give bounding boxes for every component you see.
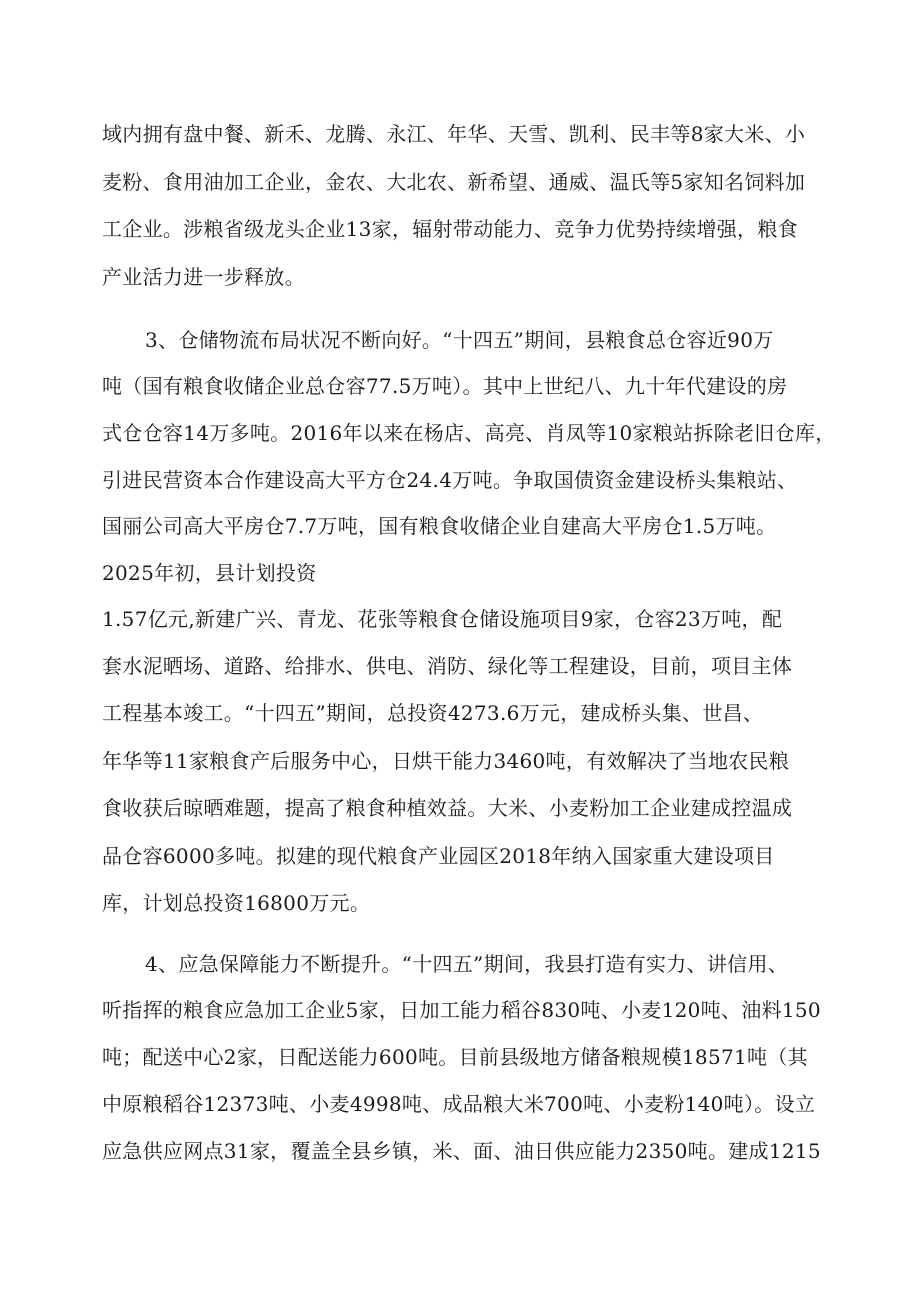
text-line: 套水泥晒场、道路、给排水、供电、消防、绿化等工程建设，目前，项目主体 bbox=[102, 654, 793, 678]
text-line: 听指挥的粮食应急加工企业5家，日加工能力稻谷830吨、小麦120吨、油料150 bbox=[102, 998, 821, 1022]
text-line: 吨（国有粮食收储企业总仓容77.5万吨）。其中上世纪八、九十年代建设的房 bbox=[102, 374, 788, 398]
text-line: 引进民营资本合作建设高大平方仓24.4万吨。争取国债资金建设桥头集粮站、 bbox=[102, 468, 798, 492]
text-line: 国丽公司高大平房仓7.7万吨，国有粮食收储企业自建高大平房仓1.5万吨。 bbox=[102, 514, 777, 538]
paragraph-heading-3: 3、仓储物流布局状况不断向好。“十四五”期间，县粮食总仓容近90万 bbox=[145, 328, 774, 352]
text-line: 中原粮稻谷12373吨、小麦4998吨、成品粮大米700吨、小麦粉140吨）。设立 bbox=[102, 1092, 816, 1116]
text-line: 产业活力进一步释放。 bbox=[102, 265, 305, 289]
text-line: 域内拥有盘中餐、新禾、龙腾、永江、年华、天雪、凯利、民丰等8家大米、小 bbox=[102, 122, 806, 146]
text-line: 吨；配送中心2家，日配送能力600吨。目前县级地方储备粮规模18571吨（其 bbox=[102, 1045, 808, 1069]
text-line: 工企业。涉粮省级龙头企业13家，辐射带动能力、竞争力优势持续增强，粮食 bbox=[102, 217, 798, 241]
text-line: 1.57亿元,新建广兴、青龙、花张等粮食仓储设施项目9家，仓容23万吨，配 bbox=[102, 607, 783, 631]
text-line: 2025年初，县计划投资 bbox=[102, 561, 317, 585]
text-line: 式仓仓容14万多吨。2016年以来在杨店、高亮、肖凤等10家粮站拆除老旧仓库， bbox=[102, 421, 836, 445]
text-line: 工程基本竣工。“十四五”期间，总投资4273.6万元，建成桥头集、世昌、 bbox=[102, 701, 764, 725]
text-line: 食收获后晾晒难题，提高了粮食种植效益。大米、小麦粉加工企业建成控温成 bbox=[102, 796, 793, 820]
text-line: 应急供应网点31家，覆盖全县乡镇，米、面、油日供应能力2350吨。建成1215 bbox=[102, 1139, 821, 1163]
text-line: 品仓容6000多吨。拟建的现代粮食产业园区2018年纳入国家重大建设项目 bbox=[102, 844, 775, 868]
text-line: 麦粉、食用油加工企业，金农、大北农、新希望、通威、温氏等5家知名饲料加 bbox=[102, 170, 806, 194]
text-line: 库，计划总投资16800万元。 bbox=[102, 891, 371, 915]
paragraph-heading-4: 4、应急保障能力不断提升。“十四五”期间，我县打造有实力、讲信用、 bbox=[145, 952, 789, 976]
text-line: 年华等11家粮食产后服务中心，日烘干能力3460吨，有效解决了当地农民粮 bbox=[102, 749, 790, 773]
